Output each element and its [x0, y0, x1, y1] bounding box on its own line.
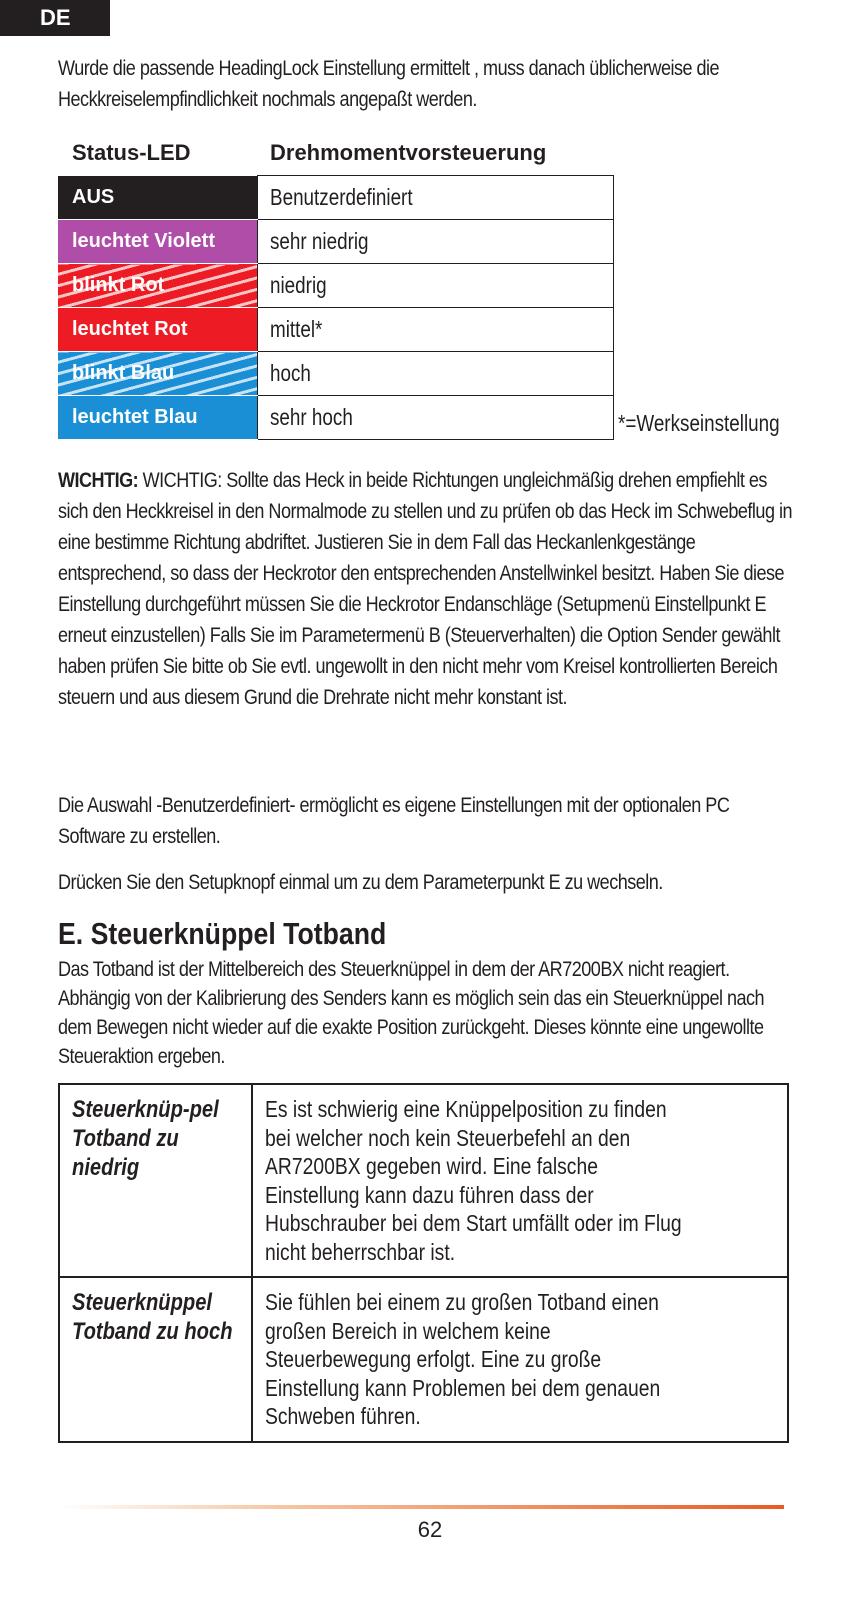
- deadband-label: Steuerknüppel Totband zu hoch: [72, 1289, 233, 1345]
- table-row: [58, 264, 614, 308]
- deadband-table: [58, 1083, 789, 1443]
- language-tab: DE: [0, 0, 110, 36]
- intro-paragraph: Wurde die passende HeadingLock Einstellung ermittelt , muss danach üblicherweise die Heckkreiselempfindlichkeit nochmals angepaßt werden.: [58, 57, 720, 111]
- deadband-desc-cell: [252, 1084, 788, 1277]
- table-row: [59, 1084, 788, 1277]
- status-led-header: Status-LED: [72, 140, 191, 165]
- value-cell: [257, 264, 614, 308]
- footnote-text: *=Werkseinstellung: [618, 410, 780, 436]
- deadband-desc-cell: [252, 1277, 788, 1442]
- led-cell: AUS: [58, 176, 257, 220]
- section-body: Das Totband ist der Mittelbereich des Steuerknüppel in dem der AR7200BX nicht reagiert. Abhängig von der Kalibrierung des Senders kann es möglich sein das ein Steuerknüppel nach dem Bewegen nicht wieder auf die exakte Position zurückgeht. Dieses könnte eine ungewollte Steueraktion ergeben.: [58, 958, 765, 1068]
- deadband-description: Sie fühlen bei einem zu großen Totband einen großen Bereich in welchem keine Steuerbewegung erfolgt. Eine zu große Einstellung kann Problemen bei dem genauen Schweben führen.: [264, 1289, 660, 1429]
- value-text: Benutzerdefiniert: [269, 184, 413, 210]
- value-cell: [257, 308, 614, 352]
- table-row: [58, 176, 614, 220]
- table-row: [58, 308, 614, 352]
- factory-setting-footnote: [618, 410, 815, 437]
- value-cell: [257, 176, 614, 220]
- value-text: niedrig: [269, 272, 327, 298]
- next-step-paragraph: Drücken Sie den Setupknopf einmal um zu dem Parameterpunkt E zu wechseln.: [58, 871, 663, 894]
- value-cell: [257, 352, 614, 396]
- table-row: [58, 352, 614, 396]
- section-title: E. Steuerknüppel Totband: [58, 916, 387, 951]
- value-text: mittel*: [269, 316, 322, 342]
- table-row: [58, 220, 614, 264]
- led-cell: leuchtet Blau: [58, 396, 257, 440]
- led-cell: blinkt Blau: [58, 352, 257, 396]
- led-cell: leuchtet Rot: [58, 308, 257, 352]
- deadband-label-cell: [59, 1084, 252, 1277]
- table-row: [59, 1277, 788, 1442]
- deadband-description: Es ist schwierig eine Knüppelposition zu finden bei welcher noch kein Steuerbefehl an den AR7200BX gegeben wird. Eine falsche Einstellung kann dazu führen dass der Hubschrauber bei dem Start umfällt oder im Flug nicht beherrschbar ist.: [264, 1096, 682, 1265]
- led-status-table: [58, 175, 614, 440]
- led-cell: blinkt Rot: [58, 264, 257, 308]
- important-text: WICHTIG: Sollte das Heck in beide Richtungen ungleichmäßig drehen empfiehlt es sich den Heckkreisel in den Normalmode zu stellen und zu prüfen ob das Heck im Schwebeflug in eine bestimme Richtung abdriftet. Justieren Sie in dem Fall das Heckanlenkgestänge entsprechend, so dass der Heckrotor den entsprechenden Anstellwinkel besitzt. Haben Sie diese Einstellung durchgeführt müssen Sie die Heckrotor Endanschläge (Setupmenü Einstellpunkt E erneut einzustellen) Falls Sie im Parametermenü B (Steuerverhalten) die Option Sender gewählt haben prüfen Sie bitte ob Sie evtl. ungewollt in den nicht mehr vom Kreisel kontrollierten Bereich steuern und aus diesem Grund die Drehrate nicht mehr konstant ist.: [58, 469, 793, 709]
- footer-divider: [58, 1505, 784, 1509]
- value-text: sehr niedrig: [269, 228, 369, 254]
- important-paragraph: [58, 465, 796, 713]
- custom-setting-paragraph: Die Auswahl -Benutzerdefiniert- ermöglicht es eigene Einstellungen mit der optionalen PC Software zu erstellen.: [58, 794, 730, 848]
- table-row: [58, 396, 614, 440]
- value-cell: [257, 220, 614, 264]
- deadband-label-cell: [59, 1277, 252, 1442]
- value-text: hoch: [269, 360, 311, 386]
- led-cell: leuchtet Violett: [58, 220, 257, 264]
- value-text: sehr hoch: [269, 404, 353, 430]
- value-cell: [257, 396, 614, 440]
- torque-header: Drehmomentvorsteuerung: [270, 140, 547, 165]
- important-label: WICHTIG:: [58, 469, 139, 492]
- page-number: 62: [417, 1517, 443, 1542]
- deadband-label: Steuerknüp-pel Totband zu niedrig: [72, 1096, 219, 1181]
